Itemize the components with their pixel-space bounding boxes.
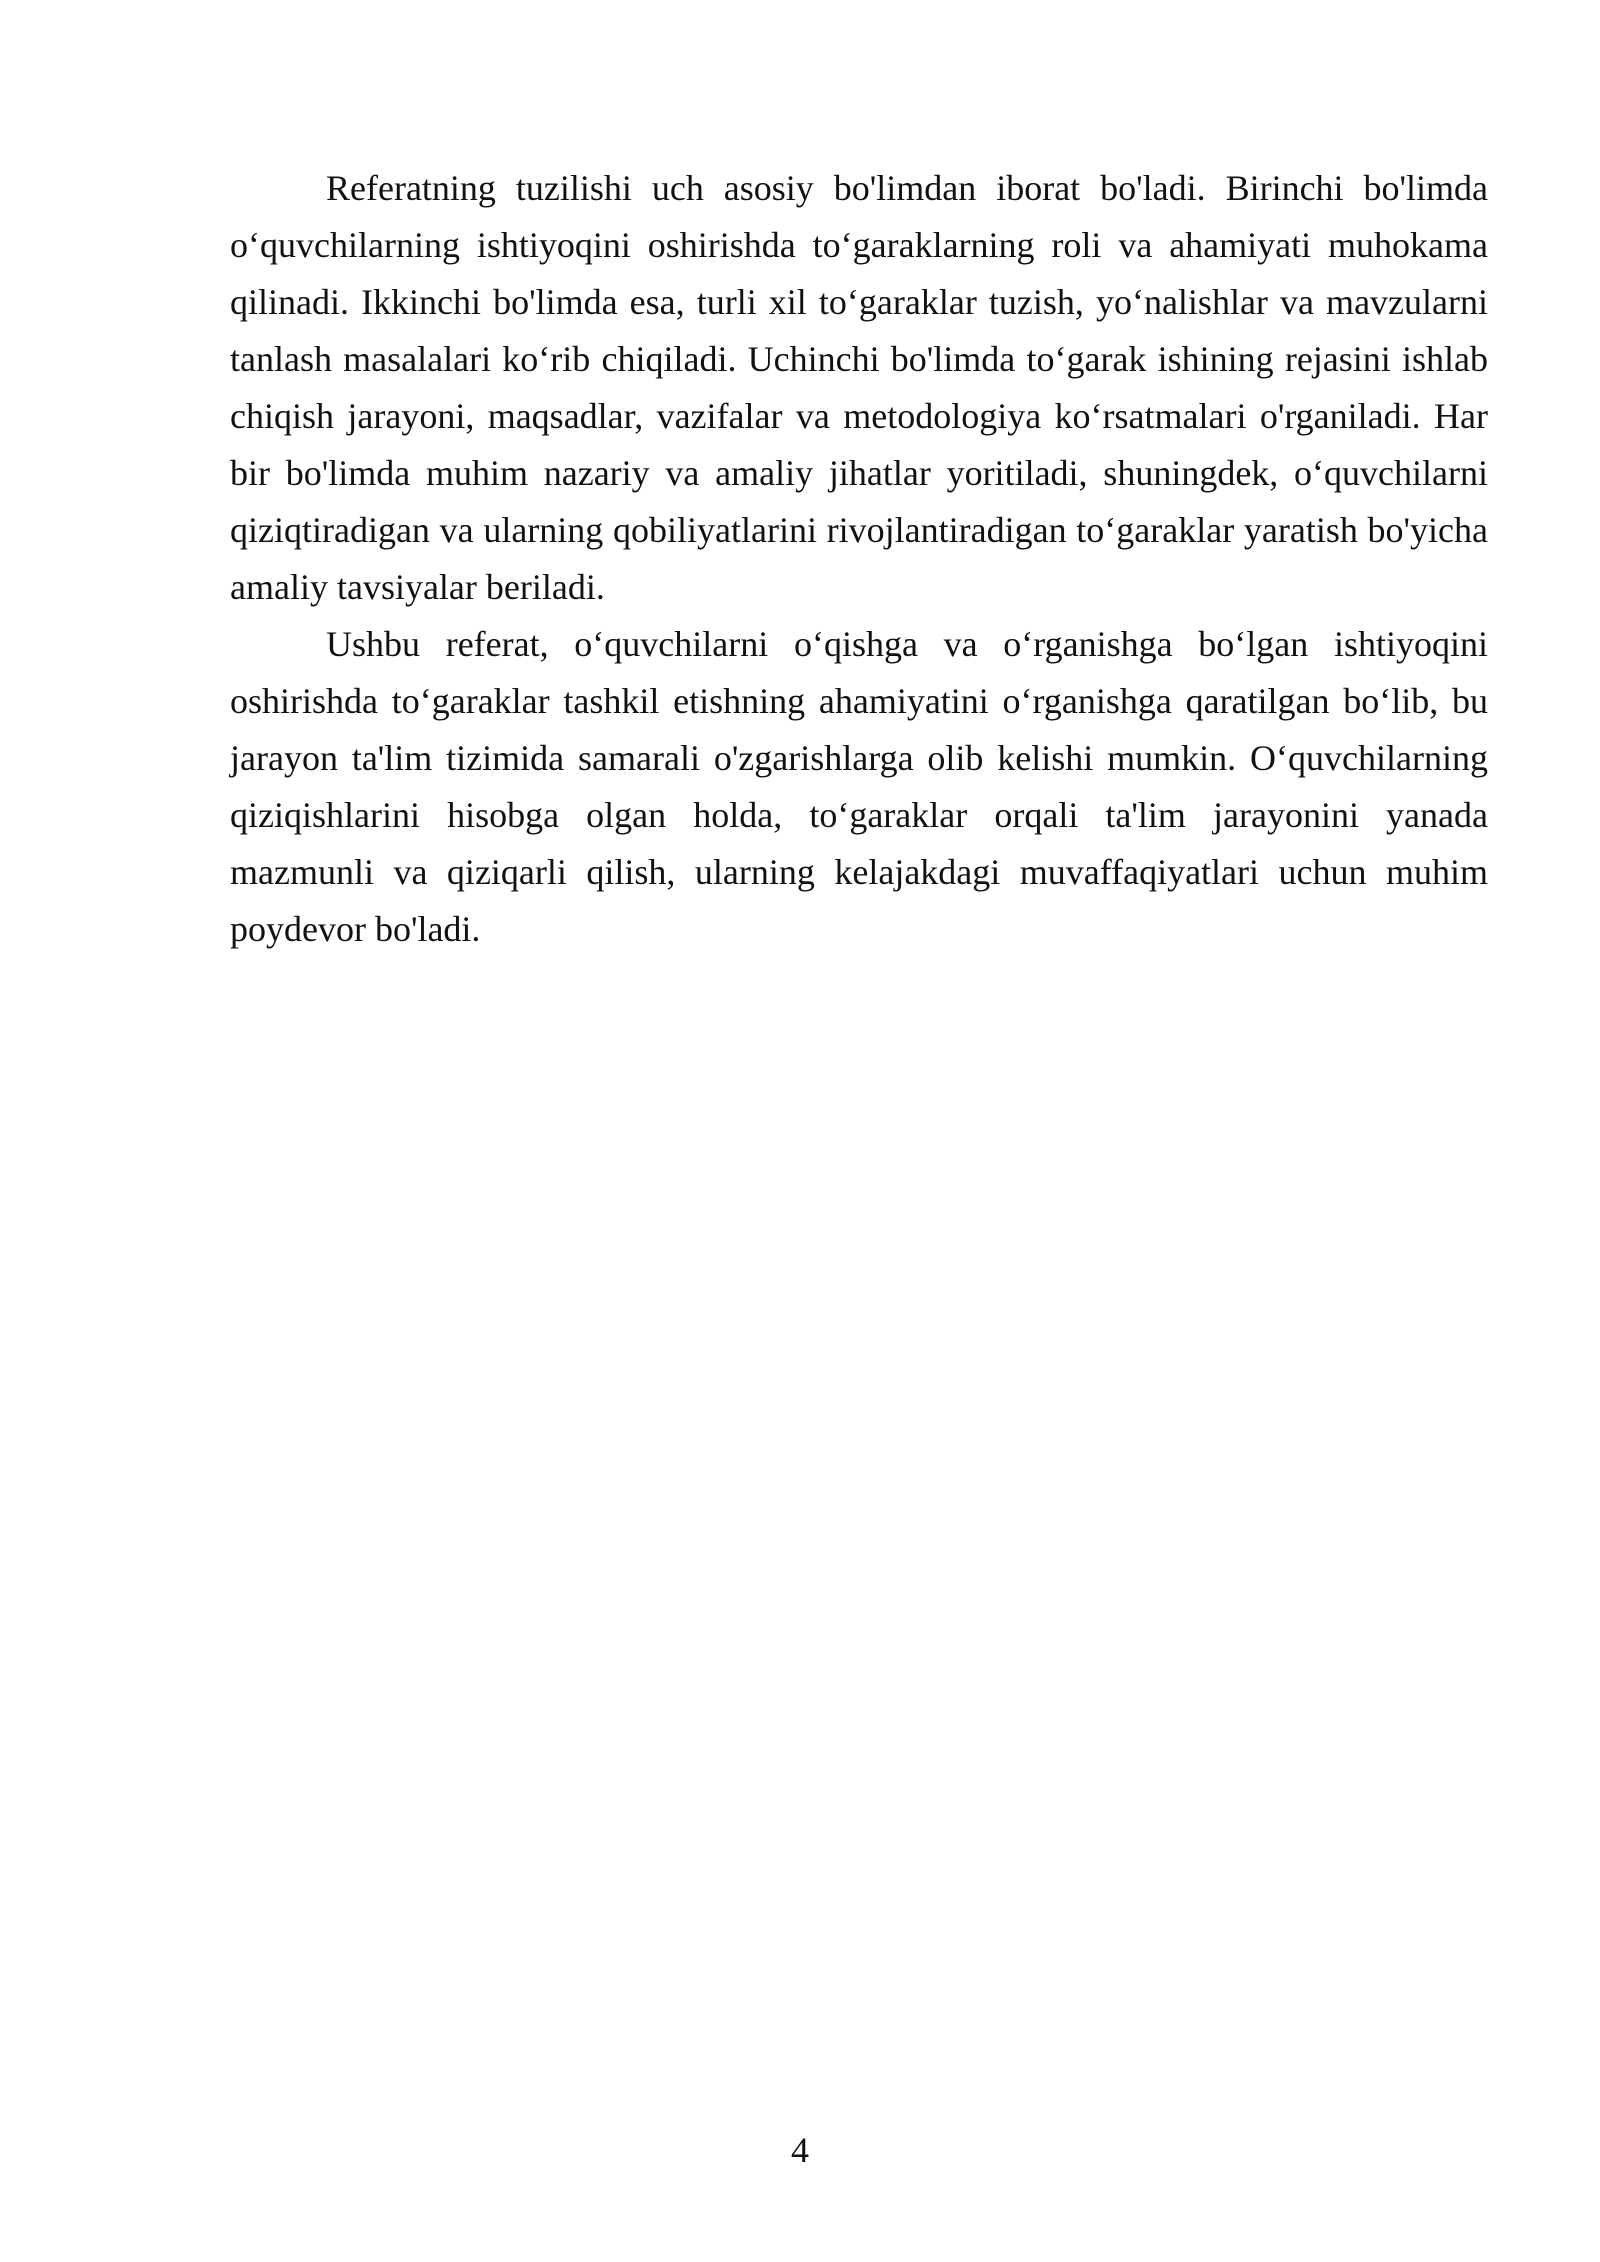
paragraph-summary: Ushbu referat, o‘quvchilarni o‘qishga va o‘rganishga bo‘lgan ishtiyoqini oshirishda to‘garaklar tashkil etishning ahamiyatini o‘rganishga qaratilgan bo‘lib, bu jarayon ta'lim tizimida samarali o'zgarishlarga olib kelishi mumkin. O‘quvchilarning qiziqishlarini hisobga olgan holda, to‘garaklar orqali ta'lim jarayonini yanada mazmunli va qiziqarli qilish, ularning kelajakdagi muvaffaqiyatlari uchun muhim poydevor bo'ladi. (230, 624, 1488, 949)
page-number: 4 (791, 2130, 809, 2170)
paragraph-structure: Referatning tuzilishi uch asosiy bo'limdan iborat bo'ladi. Birinchi bo'limda o‘quvchilarning ishtiyoqini oshirishda to‘garaklarning roli va ahamiyati muhokama qilinadi. Ikkinchi bo'limda esa, turli xil to‘garaklar tuzish, yo‘nalishlar va mavzularni tanlash masalalari ko‘rib chiqiladi. Uchinchi bo'limda to‘garak ishining rejasini ishlab chiqish jarayoni, maqsadlar, vazifalar va metodologiya ko‘rsatmalari o'rganiladi. Har bir bo'limda muhim nazariy va amaliy jihatlar yoritiladi, shuningdek, o‘quvchilarni qiziqtiradigan va ularning qobiliyatlarini rivojlantiradigan to‘garaklar yaratish bo'yicha amaliy tavsiyalar beriladi. (230, 168, 1488, 607)
document-body (230, 160, 1488, 958)
